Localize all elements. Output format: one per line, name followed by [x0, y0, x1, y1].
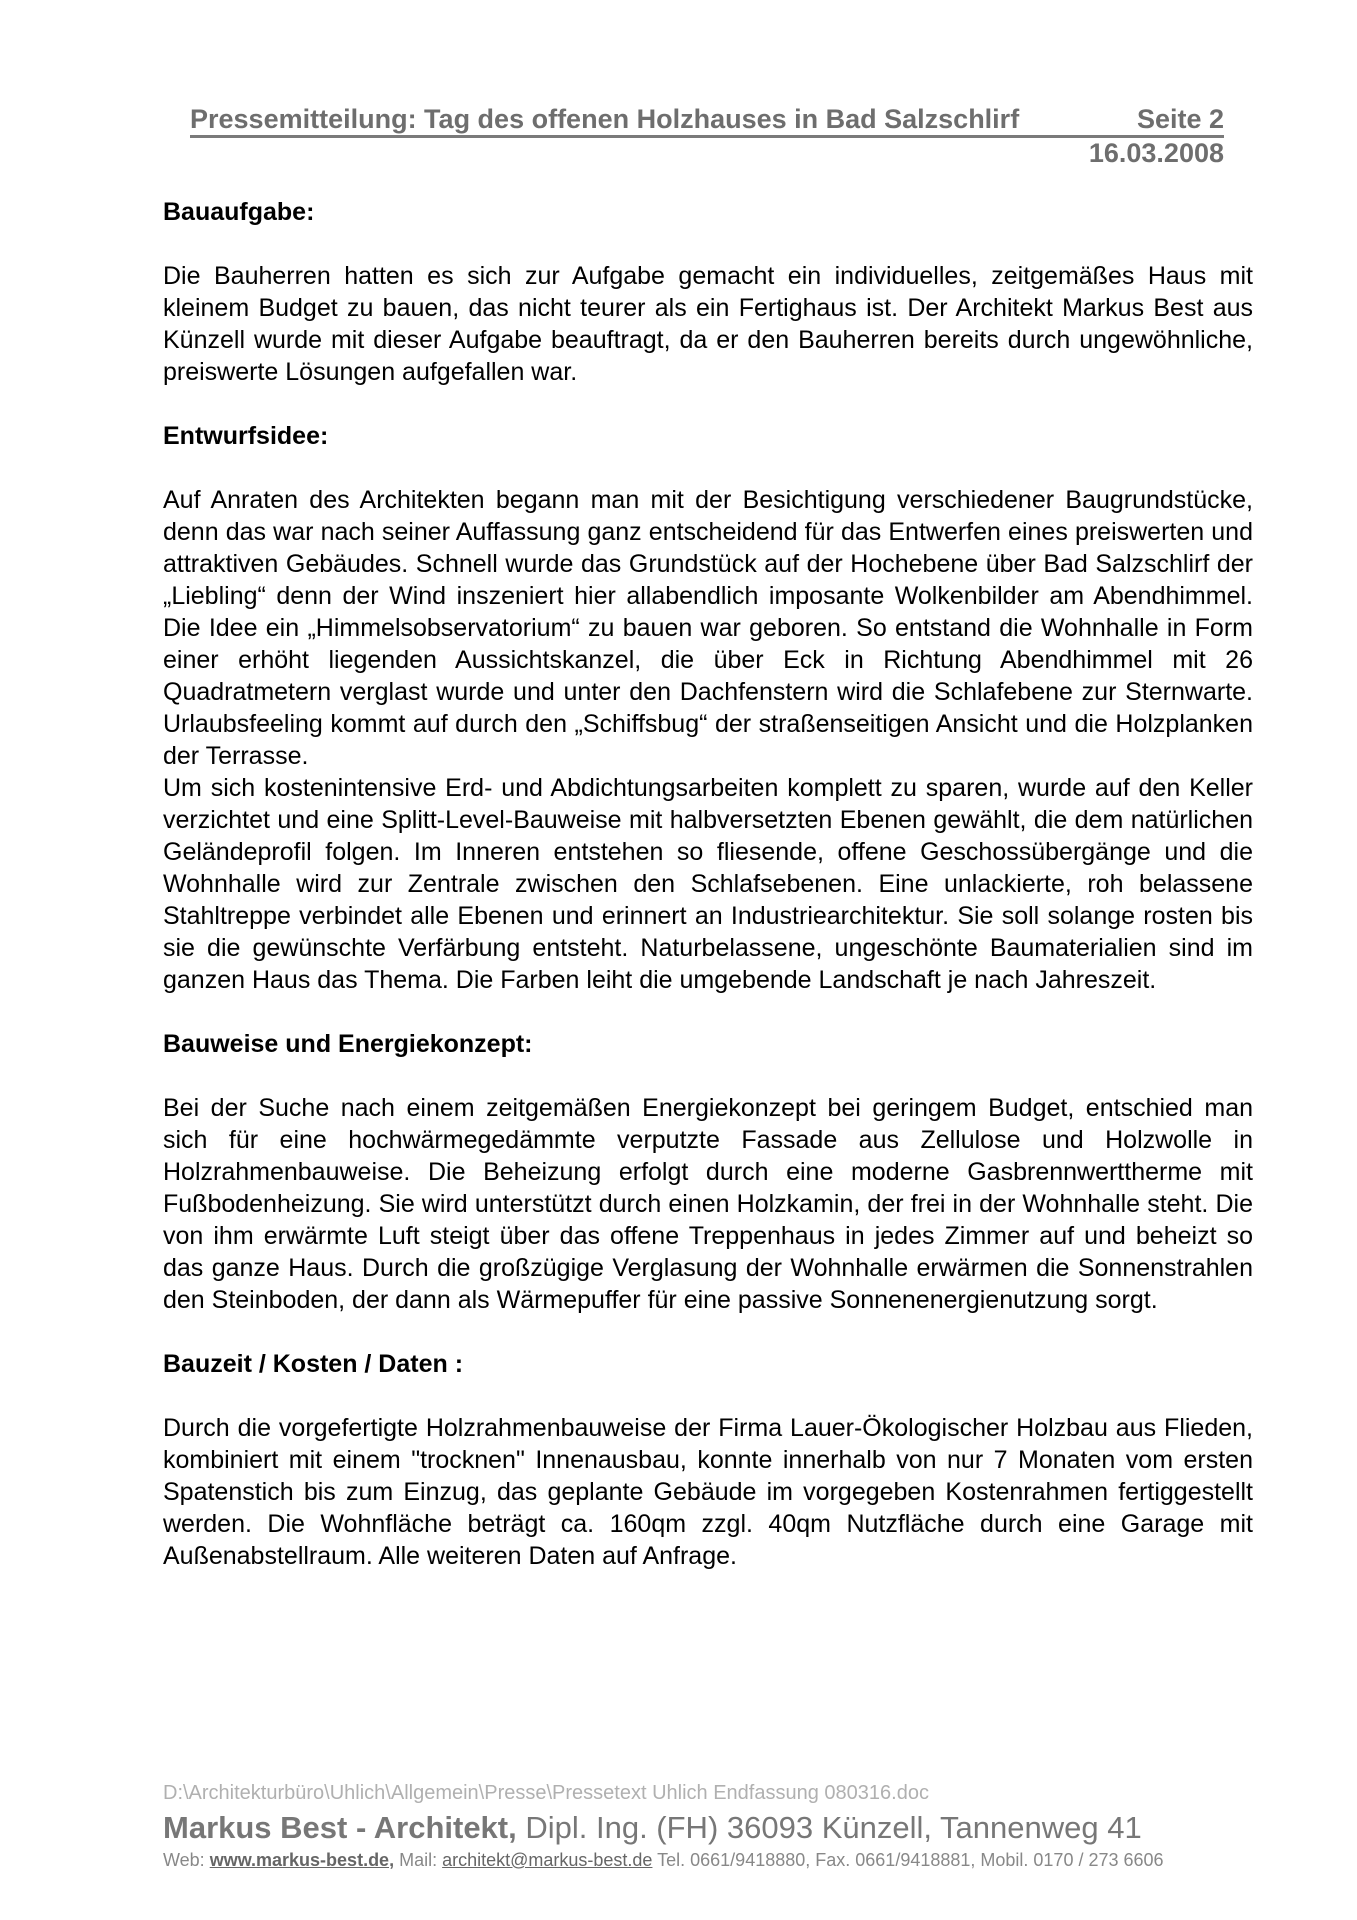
contact-line [163, 1848, 1263, 1872]
section-heading-bauzeit: Bauzeit / Kosten / Daten : [163, 1350, 464, 1378]
paragraph: Durch die vorgefertigte Holzrahmenbauweise der Firma Lauer-Ökologischer Holzbau aus Flieden, kombiniert mit einem "trocknen" Innenausbau, konnte innerhalb von nur 7 Monaten vom ersten Spatenstich bis zum Einzug, das geplante Gebäude im vorgegeben Kostenrahmen fertiggestellt werden. Die Wohnfläche beträgt ca. 160qm zzgl. 40qm Nutzfläche durch eine Garage mit Außenabstellraum. Alle weiteren Daten auf Anfrage. [163, 1414, 1253, 1570]
document-body [163, 196, 1253, 1604]
architect-name: Markus Best - Architekt, [163, 1810, 517, 1845]
paragraph: Um sich kostenintensive Erd- und Abdichtungsarbeiten komplett zu sparen, wurde auf den Keller verzichtet und eine Splitt-Level-Bauweise mit halbversetzten Ebenen gewählt, die dem natürlichen Geländeprofil folgen. Im Inneren entstehen so fliesende, offene Geschossübergänge und die Wohnhalle wird zur Zentrale zwischen den Schlafsebenen. Eine unlackierte, roh belassene Stahltreppe verbindet alle Ebenen und erinnert an Industriearchitektur. Sie soll solange rosten bis sie die gewünschte Verfärbung entsteht. Naturbelassene, ungeschönte Baumaterialien sind im ganzen Haus das Thema. Die Farben leiht die umgebende Landschaft je nach Jahreszeit. [163, 774, 1253, 994]
website-link[interactable]: www.markus-best.de, [209, 1850, 395, 1870]
mail-label: Mail: [394, 1850, 443, 1870]
paragraph: Die Bauherren hatten es sich zur Aufgabe gemacht ein individuelles, zeitgemäßes Haus mit kleinem Budget zu bauen, das nicht teurer als ein Fertighaus ist. Der Architekt Markus Best aus Künzell wurde mit dieser Aufgabe beauftragt, da er den Bauherren bereits durch ungewöhnliche, preiswerte Lösungen aufgefallen war. [163, 262, 1253, 386]
paragraph: Auf Anraten des Architekten begann man mit der Besichtigung verschiedener Baugrundstücke, denn das war nach seiner Auffassung ganz entscheidend für das Entwerfen eines preiswerten und attraktiven Gebäudes. Schnell wurde das Grundstück auf der Hochebene über Bad Salzschlirf der „Liebling“ denn der Wind inszeniert hier allabendlich imposante Wolkenbilder am Abendhimmel. Die Idee ein „Himmelsobservatorium“ zu bauen war geboren. So entstand die Wohnhalle in Form einer erhöht liegenden Aussichtskanzel, die über Eck in Richtung Abendhimmel mit 26 Quadratmetern verglast wurde und unter den Dachfenstern wird die Schlafebene zur Sternwarte. Urlaubsfeeling kommt auf durch den „Schiffsbug“ der straßenseitigen Ansicht und die Holzplanken der Terrasse. [163, 486, 1253, 770]
section-heading-bauweise: Bauweise und Energiekonzept: [163, 1030, 533, 1058]
section-heading-bauaufgabe: Bauaufgabe: [163, 198, 315, 226]
phone-numbers: Tel. 0661/9418880, Fax. 0661/9418881, Mobil. 0170 / 273 6606 [652, 1850, 1164, 1870]
page-footer [163, 1780, 1263, 1872]
header-title: Pressemitteilung: Tag des offenen Holzhauses in Bad Salzschlirf [190, 104, 1020, 134]
section-heading-entwurfsidee: Entwurfsidee: [163, 422, 329, 450]
file-path: D:\Architekturbüro\Uhlich\Allgemein\Presse\Pressetext Uhlich Endfassung 080316.doc [163, 1782, 929, 1804]
architect-name-address [163, 1808, 1263, 1848]
email-link[interactable]: architekt@markus-best.de [442, 1850, 653, 1870]
header-date: 16.03.2008 [1088, 138, 1224, 168]
header-title-line [190, 104, 1224, 138]
architect-address: Dipl. Ing. (FH) 36093 Künzell, Tannenweg 41 [516, 1810, 1142, 1845]
web-label: Web: [163, 1850, 210, 1870]
paragraph: Bei der Suche nach einem zeitgemäßen Energiekonzept bei geringem Budget, entschied man sich für eine hochwärmegedämmte verputzte Fassade aus Zellulose und Holzwolle in Holzrahmenbauweise. Die Beheizung erfolgt durch eine moderne Gasbrennwerttherme mit Fußbodenheizung. Sie wird unterstützt durch einen Holzkamin, der frei in der Wohnhalle steht. Die von ihm erwärmte Luft steigt über das offene Treppenhaus in jedes Zimmer auf und beheizt so das ganze Haus. Durch die großzügige Verglasung der Wohnhalle erwärmen die Sonnenstrahlen den Steinboden, der dann als Wärmepuffer für eine passive Sonnenenergienutzung sorgt. [163, 1094, 1253, 1314]
header-page-number: Seite 2 [1136, 104, 1224, 134]
page-header [190, 104, 1224, 168]
